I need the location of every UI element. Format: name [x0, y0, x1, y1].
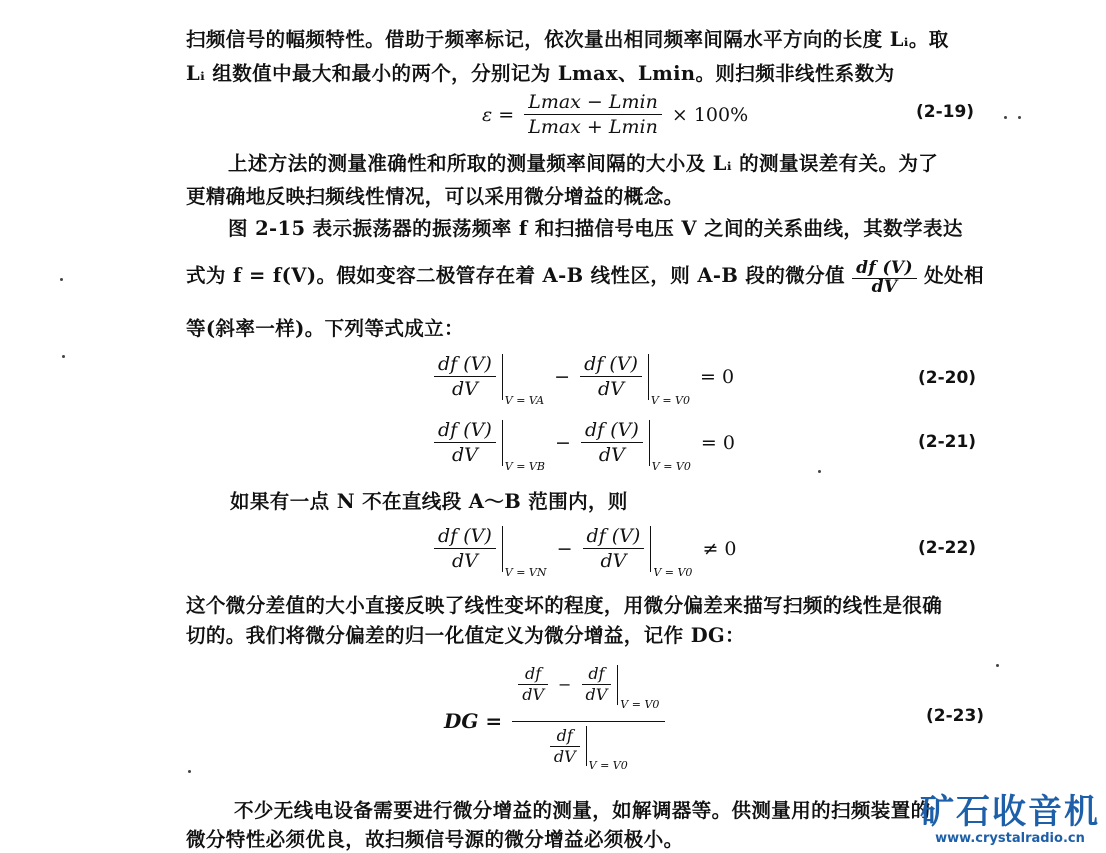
equation-number-2-20: (2-20) [918, 368, 977, 388]
eq223-main-numerator [512, 664, 665, 722]
eq220-sub2: V = V0 [650, 393, 690, 407]
eq221-den1: dV [451, 444, 478, 466]
paragraph3-inline-fraction [852, 258, 917, 295]
eq221-den2: dV [598, 444, 625, 466]
eq222-den1: dV [451, 550, 478, 572]
eq223-d-eval-bar [586, 726, 587, 766]
eq221-eval-bar-2 [649, 420, 650, 466]
watermark-title: 矿石收音机 [920, 792, 1100, 832]
equation-2-20 [434, 352, 738, 407]
eq222-sub1: V = VN [504, 565, 547, 579]
paragraph2-line1: 上述方法的测量准确性和所取的测量频率间隔的大小及 Lᵢ 的测量误差有关。为了 [228, 152, 939, 175]
eq221-sub2: V = V0 [651, 459, 691, 473]
eq220-rhs: = 0 [700, 365, 735, 388]
eq223-n-num2: df [582, 664, 612, 685]
watermark-url: www.crystalradio.cn [935, 831, 1085, 846]
eq222-fraction-1 [434, 524, 496, 573]
scan-speck [818, 470, 821, 473]
eq222-sub2: V = V0 [653, 565, 693, 579]
eq221-fraction-2 [581, 418, 643, 467]
eq222-num1: df (V) [434, 524, 496, 549]
paragraph5-line2: 切的。我们将微分偏差的归一化值定义为微分增益，记作 DG： [186, 624, 745, 647]
eq223-main-fraction [512, 664, 665, 778]
equation-2-21 [434, 418, 739, 473]
paragraph2-line2: 更精确地反映扫频线性情况，可以采用微分增益的概念。 [186, 185, 684, 208]
eq222-eval-bar-1 [502, 526, 503, 572]
eq223-n-frac1 [518, 664, 548, 705]
eq223-lhs: DG = [444, 709, 503, 733]
eq219-numerator: Lmax − Lmin [524, 90, 662, 115]
inline-fraction-denominator: dV [871, 277, 898, 297]
eq223-d-num: df [550, 726, 580, 747]
scan-speck [1004, 116, 1007, 119]
paragraph3-line2-text-a: 式为 f = f(V)。假如变容二极管存在着 A-B 线性区，则 A-B 段的微分值 [186, 264, 845, 287]
eq223-n-eval-bar [617, 665, 618, 705]
eq223-d-frac [550, 726, 580, 767]
eq223-d-den: dV [553, 746, 576, 766]
eq223-n-den1: dV [522, 685, 544, 704]
eq220-fraction-2 [580, 352, 642, 401]
eq219-rhs: × 100% [671, 103, 749, 126]
eq221-rhs: = 0 [700, 431, 735, 454]
paragraph3-line2-text-b: 处处相 [924, 264, 984, 287]
paragraph1-line1: 扫频信号的幅频特性。借助于频率标记，依次量出相同频率间隔水平方向的长度 Lᵢ。取 [186, 28, 949, 51]
eq223-n-num1: df [518, 664, 548, 685]
eq223-n-minus: − [558, 674, 572, 694]
equation-2-22 [434, 524, 741, 579]
paragraph3-line2 [186, 258, 984, 295]
equation-number-2-22: (2-22) [918, 538, 977, 558]
eq220-den2: dV [598, 378, 624, 400]
scan-speck [188, 770, 191, 773]
eq219-denominator: Lmax + Lmin [528, 116, 658, 138]
equation-number-2-19: (2-19) [916, 102, 975, 122]
paragraph6-line2: 微分特性必须优良，故扫频信号源的微分增益必须极小。 [186, 828, 684, 851]
equation-2-23 [440, 664, 665, 778]
eq223-main-denominator [512, 722, 665, 779]
equation-2-19 [478, 90, 752, 139]
equation-number-2-21: (2-21) [918, 432, 977, 452]
watermark-logo [920, 793, 1100, 847]
eq221-sub1: V = VB [504, 459, 545, 473]
eq222-num2: df (V) [583, 524, 645, 549]
eq223-n-frac2 [582, 664, 612, 705]
scan-speck [996, 664, 999, 667]
eq223-n-den2: dV [585, 685, 608, 704]
eq223-d-sub: V = V0 [588, 759, 628, 772]
eq221-num2: df (V) [581, 418, 643, 443]
eq222-eval-bar-2 [650, 526, 651, 572]
scan-speck [1018, 116, 1021, 119]
inline-fraction-numerator: df (V) [852, 258, 917, 279]
paragraph6-line1: 不少无线电设备需要进行微分增益的测量，如解调器等。供测量用的扫频装置的 [234, 799, 931, 822]
eq220-eval-bar-2 [648, 354, 649, 400]
eq220-fraction-1 [434, 352, 496, 401]
eq222-fraction-2 [583, 524, 645, 573]
scan-speck [62, 355, 65, 358]
eq221-num1: df (V) [434, 418, 496, 443]
eq222-rhs: ≠ 0 [702, 537, 737, 560]
paragraph4-line1: 如果有一点 N 不在直线段 A～B 范围内，则 [230, 490, 628, 513]
eq220-den1: dV [451, 378, 478, 400]
eq220-eval-bar-1 [502, 354, 503, 400]
eq220-minus: − [554, 365, 571, 388]
eq221-fraction-1 [434, 418, 496, 467]
paragraph3-line3: 等(斜率一样)。下列等式成立： [186, 317, 464, 340]
eq220-num1: df (V) [434, 352, 496, 377]
eq222-minus: − [556, 537, 573, 560]
eq222-den2: dV [600, 550, 627, 572]
eq221-minus: − [555, 431, 571, 454]
eq221-eval-bar-1 [502, 420, 503, 466]
eq219-lhs: ε = [482, 103, 515, 126]
paragraph5-line1: 这个微分差值的大小直接反映了线性变坏的程度，用微分偏差来描写扫频的线性是很确 [186, 594, 943, 617]
equation-number-2-23: (2-23) [926, 706, 985, 726]
eq219-fraction [524, 90, 662, 139]
scan-speck [60, 278, 63, 281]
paragraph1-line2: Lᵢ 组数值中最大和最小的两个，分别记为 Lmax、Lmin。则扫频非线性系数为 [186, 62, 895, 85]
eq220-sub1: V = VA [504, 393, 545, 407]
eq223-n-sub: V = V0 [620, 697, 660, 711]
eq220-num2: df (V) [580, 352, 642, 377]
paragraph3-line1: 图 2-15 表示振荡器的振荡频率 f 和扫描信号电压 V 之间的关系曲线，其数学表达 [228, 217, 963, 240]
